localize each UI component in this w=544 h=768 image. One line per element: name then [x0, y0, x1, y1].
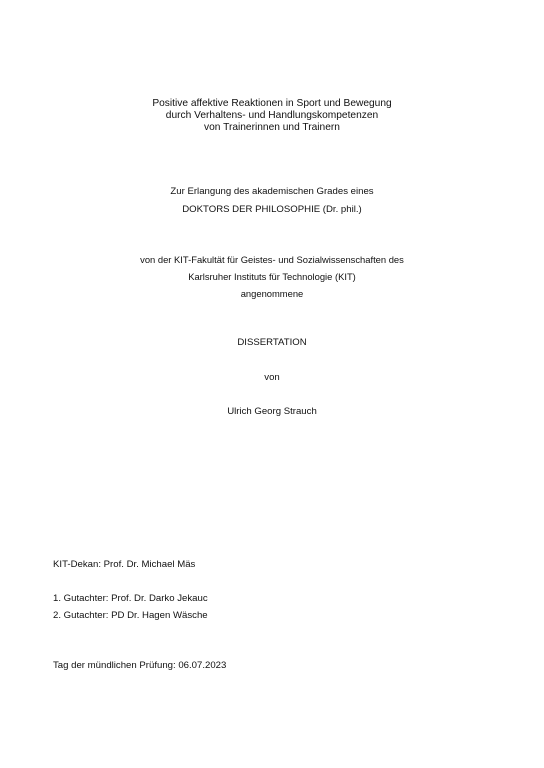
degree-line-2: DOKTORS DER PHILOSOPHIE (Dr. phil.)	[182, 203, 362, 215]
degree-statement	[0, 183, 544, 218]
faculty-statement	[0, 251, 544, 303]
faculty-line-1: von der KIT-Fakultät für Geistes- und Sozialwissenschaften des	[140, 254, 404, 265]
title-line-3: von Trainerinnen und Trainern	[204, 122, 340, 134]
dissertation-title	[0, 98, 544, 135]
degree-line-1: Zur Erlangung des akademischen Grades eines	[170, 186, 374, 197]
reviewer-1-line: 1. Gutachter: Prof. Dr. Darko Jekauc	[53, 593, 208, 604]
reviewer-2-line: 2. Gutachter: PD Dr. Hagen Wäsche	[53, 610, 208, 621]
title-line-1: Positive affektive Reaktionen in Sport und Bewegung	[152, 98, 392, 109]
faculty-line-2: Karlsruher Instituts für Technologie (KIT)	[188, 271, 356, 283]
title-line-2: durch Verhaltens- und Handlungskompetenzen	[165, 110, 379, 122]
by-label: von	[264, 372, 280, 383]
document-type: DISSERTATION	[237, 337, 307, 348]
dean-line: KIT-Dekan: Prof. Dr. Michael Mäs	[53, 559, 196, 570]
author-name: Ulrich Georg Strauch	[227, 406, 317, 417]
exam-date-line: Tag der mündlichen Prüfung: 06.07.2023	[53, 660, 227, 671]
faculty-line-3: angenommene	[240, 288, 304, 300]
